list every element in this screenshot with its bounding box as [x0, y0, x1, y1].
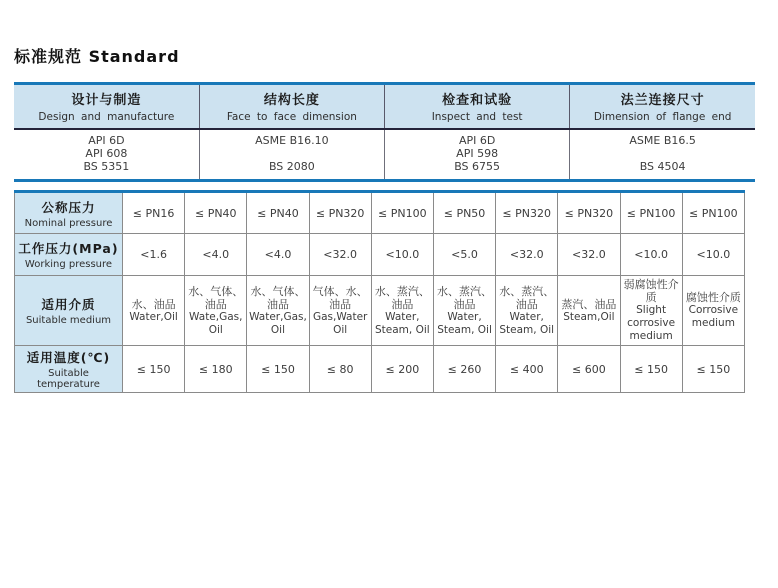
row-header-zh: 公称压力 — [41, 199, 96, 215]
medium-zh: 腐蚀性介质 — [685, 291, 741, 304]
header-zh: 结构长度 — [263, 93, 320, 108]
standards-cell-flange — [570, 129, 755, 181]
medium-en: Gas,Water Oil — [312, 310, 368, 336]
medium-zh: 弱腐蚀性介质 — [623, 278, 679, 304]
row-header-en: Suitable temperature — [37, 368, 100, 390]
suitable-medium-cell — [371, 276, 433, 346]
standard-value — [202, 147, 382, 160]
working-pressure-cell: <32.0 — [558, 234, 620, 276]
standards-header-face-to-face — [199, 84, 384, 130]
nominal-pressure-cell: ≤ PN100 — [371, 192, 433, 234]
medium-en: Water, Steam, Oil — [437, 310, 492, 336]
suitable-temperature-cell: ≤ 260 — [433, 346, 495, 393]
working-pressure-cell: <1.6 — [123, 234, 185, 276]
standard-value: API 6D — [458, 134, 496, 147]
suitable-medium-cell — [433, 276, 495, 346]
nominal-pressure-cell: ≤ PN320 — [558, 192, 620, 234]
suitable-temperature-cell: ≤ 150 — [620, 346, 682, 393]
medium-en: Steam,Oil — [563, 310, 615, 323]
standards-cell-design — [14, 129, 199, 181]
nominal-pressure-cell: ≤ PN320 — [309, 192, 371, 234]
standard-value: BS 6755 — [454, 160, 501, 173]
nominal-pressure-cell: ≤ PN40 — [247, 192, 309, 234]
header-zh: 检查和试验 — [442, 93, 513, 108]
medium-en: Water, Steam, Oil — [499, 310, 555, 336]
suitable-medium-cell — [185, 276, 247, 346]
suitable-medium-cell — [123, 276, 185, 346]
medium-zh: 水、蒸汽、油品 — [374, 284, 430, 311]
suitable-medium-row — [15, 276, 745, 346]
working-pressure-cell: <32.0 — [496, 234, 558, 276]
medium-en: Water, Steam, Oil — [375, 310, 430, 336]
medium-zh: 水、气体、油品 — [250, 284, 306, 311]
row-header-nominal-pressure — [15, 192, 123, 234]
working-pressure-cell: <10.0 — [620, 234, 682, 276]
medium-en: Wate,Gas, Oil — [189, 310, 243, 336]
row-header-en: Working pressure — [24, 259, 113, 270]
row-header-zh: 适用温度(℃) — [26, 350, 111, 365]
suitable-medium-cell — [247, 276, 309, 346]
nominal-pressure-cell: ≤ PN320 — [496, 192, 558, 234]
standard-value: ASME B16.10 — [255, 134, 329, 147]
row-header-suitable-temperature — [15, 346, 123, 393]
standard-value: BS 4504 — [639, 160, 686, 173]
medium-zh: 水、油品 — [131, 297, 176, 311]
nominal-pressure-row — [15, 192, 745, 234]
suitable-temperature-cell: ≤ 150 — [247, 346, 309, 393]
suitable-medium-cell — [620, 276, 682, 346]
nominal-pressure-cell: ≤ PN40 — [185, 192, 247, 234]
standard-value: API 6D — [88, 134, 125, 147]
row-header-suitable-medium — [15, 276, 123, 346]
standard-value: ASME B16.5 — [629, 134, 696, 147]
header-zh: 法兰连接尺寸 — [620, 93, 705, 108]
header-en: Design and manufacture — [38, 111, 175, 123]
nominal-pressure-cell: ≤ PN50 — [433, 192, 495, 234]
medium-zh: 气体、水、油品 — [312, 284, 368, 311]
standards-body-row — [14, 129, 755, 181]
medium-en: Corrosive medium — [688, 304, 739, 329]
standard-value: API 608 — [85, 147, 128, 160]
standards-cell-face-to-face — [199, 129, 384, 181]
header-en: Inspect and test — [431, 111, 523, 123]
standards-cell-inspect — [385, 129, 570, 181]
medium-en: Water,Oil — [129, 310, 178, 323]
header-en: Dimension of flange end — [593, 111, 732, 123]
suitable-temperature-cell: ≤ 600 — [558, 346, 620, 393]
header-zh: 设计与制造 — [71, 93, 142, 108]
medium-zh: 水、蒸汽、油品 — [499, 284, 555, 311]
row-header-zh: 适用介质 — [41, 297, 96, 312]
standard-value: BS 5351 — [83, 160, 130, 173]
working-pressure-row — [15, 234, 745, 276]
header-en: Face to face dimension — [226, 111, 357, 123]
suitable-temperature-cell: ≤ 200 — [371, 346, 433, 393]
working-pressure-cell: <4.0 — [185, 234, 247, 276]
working-pressure-cell: <4.0 — [247, 234, 309, 276]
medium-en: Water,Gas, Oil — [249, 310, 307, 336]
working-pressure-cell: <10.0 — [682, 234, 744, 276]
nominal-pressure-cell: ≤ PN100 — [620, 192, 682, 234]
medium-zh: 水、蒸汽、油品 — [437, 284, 493, 311]
standards-header-row — [14, 84, 755, 130]
suitable-medium-cell — [496, 276, 558, 346]
standards-header-design — [14, 84, 199, 130]
standard-value: BS 2080 — [268, 160, 315, 173]
suitable-temperature-row — [15, 346, 745, 393]
working-pressure-cell: <10.0 — [371, 234, 433, 276]
row-header-en: Suitable medium — [25, 315, 112, 326]
working-pressure-cell: <5.0 — [433, 234, 495, 276]
page-title: 标准规范 Standard — [14, 47, 180, 66]
row-header-zh: 工作压力(MPa) — [18, 241, 119, 256]
suitable-temperature-cell: ≤ 180 — [185, 346, 247, 393]
suitable-medium-cell — [682, 276, 744, 346]
suitable-temperature-cell: ≤ 150 — [682, 346, 744, 393]
suitable-medium-cell — [309, 276, 371, 346]
standards-header-inspect — [385, 84, 570, 130]
medium-zh: 蒸汽、油品 — [561, 297, 617, 311]
parameters-table — [14, 190, 745, 393]
nominal-pressure-cell: ≤ PN100 — [682, 192, 744, 234]
row-header-working-pressure — [15, 234, 123, 276]
working-pressure-cell: <32.0 — [309, 234, 371, 276]
row-header-en: Nominal pressure — [24, 217, 113, 229]
standard-value — [572, 147, 753, 160]
suitable-medium-cell — [558, 276, 620, 346]
nominal-pressure-cell: ≤ PN16 — [123, 192, 185, 234]
medium-en: Slight corrosive medium — [627, 304, 676, 342]
suitable-temperature-cell: ≤ 400 — [496, 346, 558, 393]
standards-table — [14, 82, 755, 182]
standard-value: API 598 — [456, 147, 499, 160]
suitable-temperature-cell: ≤ 150 — [123, 346, 185, 393]
medium-zh: 水、气体、油品 — [188, 284, 244, 311]
suitable-temperature-cell: ≤ 80 — [309, 346, 371, 393]
standards-header-flange — [570, 84, 755, 130]
